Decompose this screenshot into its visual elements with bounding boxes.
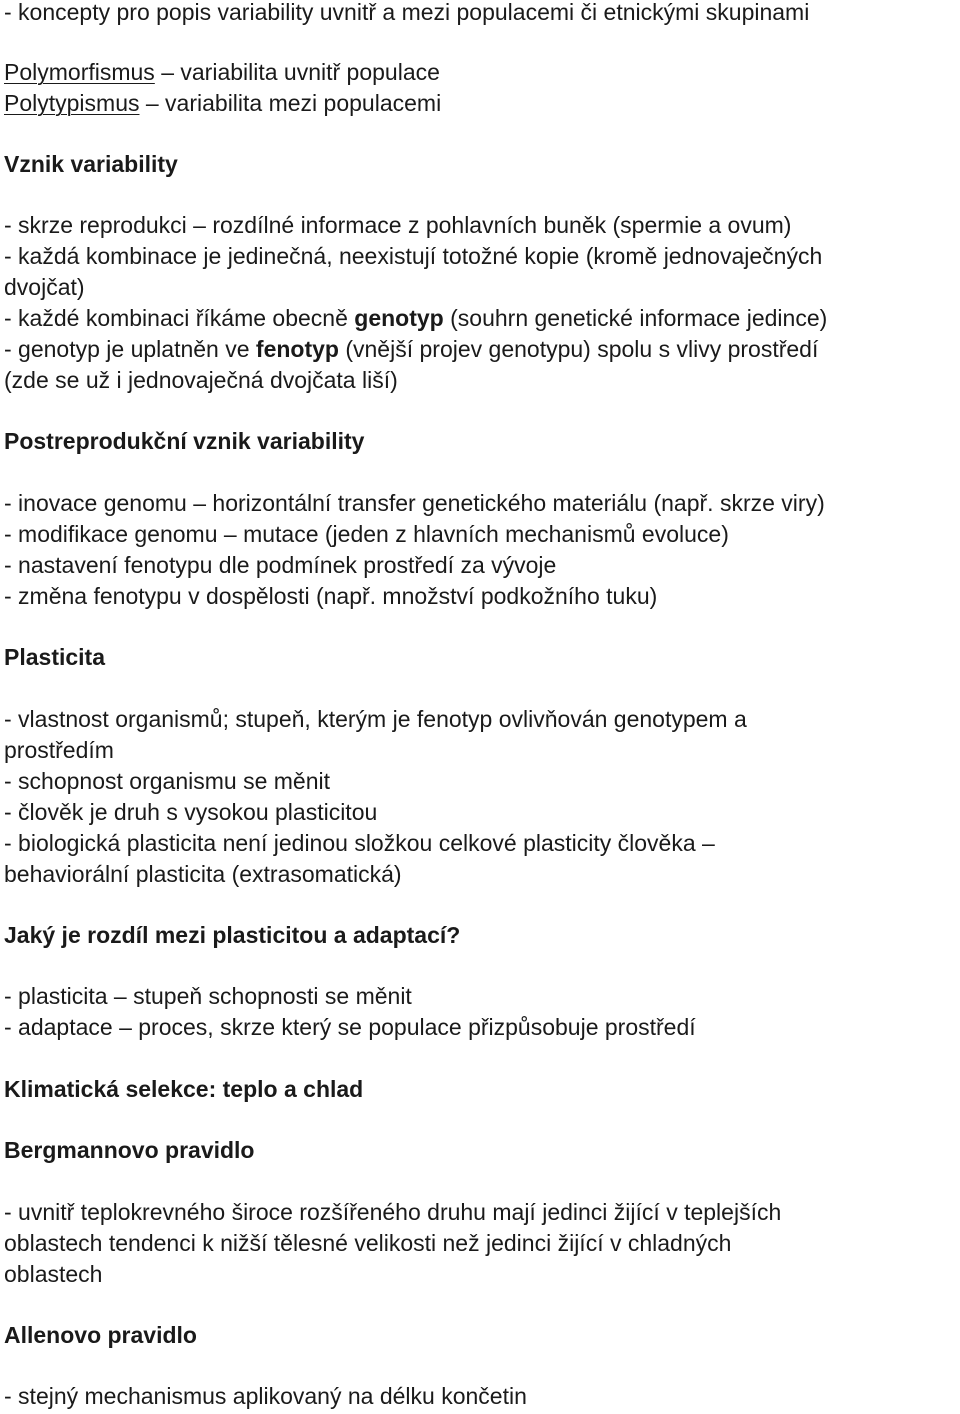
rozdil-line-2: - adaptace – proces, skrze který se populace přizpůsobuje prostředí <box>4 1014 696 1040</box>
plast-line-2: prostředím <box>4 737 114 763</box>
plast-line-5: - biologická plasticita není jedinou složkou celkové plasticity člověka – <box>4 830 715 856</box>
post-line-1: - inovace genomu – horizontální transfer genetického materiálu (např. skrze viry) <box>4 490 825 516</box>
polytypismus-term: Polytypismus <box>4 90 140 116</box>
heading-postreprodukcni: Postreprodukční vznik variability <box>4 428 365 454</box>
polytypismus-line <box>4 88 441 119</box>
term-fenotyp: fenotyp <box>255 336 339 362</box>
berg-line-1: - uvnitř teplokrevného široce rozšířeného druhu mají jedinci žijící v teplejších <box>4 1199 782 1225</box>
heading-allenovo-pravidlo: Allenovo pravidlo <box>4 1322 197 1348</box>
rozdil-line-1: - plasticita – stupeň schopnosti se měnit <box>4 983 412 1009</box>
vznik-line-5 <box>4 334 818 365</box>
plast-line-6: behaviorální plasticita (extrasomatická) <box>4 861 402 887</box>
vznik-line-5-end: (vnější projev genotypu) spolu s vlivy prostředí <box>338 336 819 362</box>
vznik-line-5-start: - genotyp je uplatněn ve <box>4 336 256 362</box>
vznik-line-3: dvojčat) <box>4 274 85 300</box>
plast-line-4: - člověk je druh s vysokou plasticitou <box>4 799 378 825</box>
vznik-line-2: - každá kombinace je jedinečná, neexistují totožné kopie (kromě jednovaječných <box>4 243 823 269</box>
allen-line-1: - stejný mechanismus aplikovaný na délku končetin <box>4 1383 527 1409</box>
post-line-2: - modifikace genomu – mutace (jeden z hlavních mechanismů evoluce) <box>4 521 729 547</box>
vznik-line-4 <box>4 303 827 334</box>
polymorfismus-definition: – variabilita uvnitř populace <box>154 59 440 85</box>
post-line-4: - změna fenotypu v dospělosti (např. množství podkožního tuku) <box>4 583 658 609</box>
intro-text: - koncepty pro popis variability uvnitř a mezi populacemi či etnickými skupinami <box>4 0 810 25</box>
vznik-line-4-end: (souhrn genetické informace jedince) <box>443 305 828 331</box>
polymorfismus-line <box>4 57 440 88</box>
term-genotyp: genotyp <box>354 305 444 331</box>
heading-klimaticka-selekce: Klimatická selekce: teplo a chlad <box>4 1076 364 1102</box>
polymorfismus-term: Polymorfismus <box>4 59 155 85</box>
heading-vznik-variability: Vznik variability <box>4 151 178 177</box>
heading-rozdil: Jaký je rozdíl mezi plasticitou a adaptací? <box>4 922 461 948</box>
vznik-line-1: - skrze reprodukci – rozdílné informace z pohlavních buněk (spermie a ovum) <box>4 212 792 238</box>
plast-line-1: - vlastnost organismů; stupeň, kterým je fenotyp ovlivňován genotypem a <box>4 706 747 732</box>
heading-plasticita: Plasticita <box>4 644 105 670</box>
vznik-line-4-start: - každé kombinaci říkáme obecně <box>4 305 355 331</box>
heading-bergmannovo-pravidlo: Bergmannovo pravidlo <box>4 1137 255 1163</box>
vznik-line-6: (zde se už i jednovaječná dvojčata liší) <box>4 367 398 393</box>
berg-line-3: oblastech <box>4 1261 103 1287</box>
polytypismus-definition: – variabilita mezi populacemi <box>139 90 442 116</box>
plast-line-3: - schopnost organismu se měnit <box>4 768 330 794</box>
post-line-3: - nastavení fenotypu dle podmínek prostředí za vývoje <box>4 552 557 578</box>
berg-line-2: oblastech tendenci k nižší tělesné velikosti než jedinci žijící v chladných <box>4 1230 732 1256</box>
